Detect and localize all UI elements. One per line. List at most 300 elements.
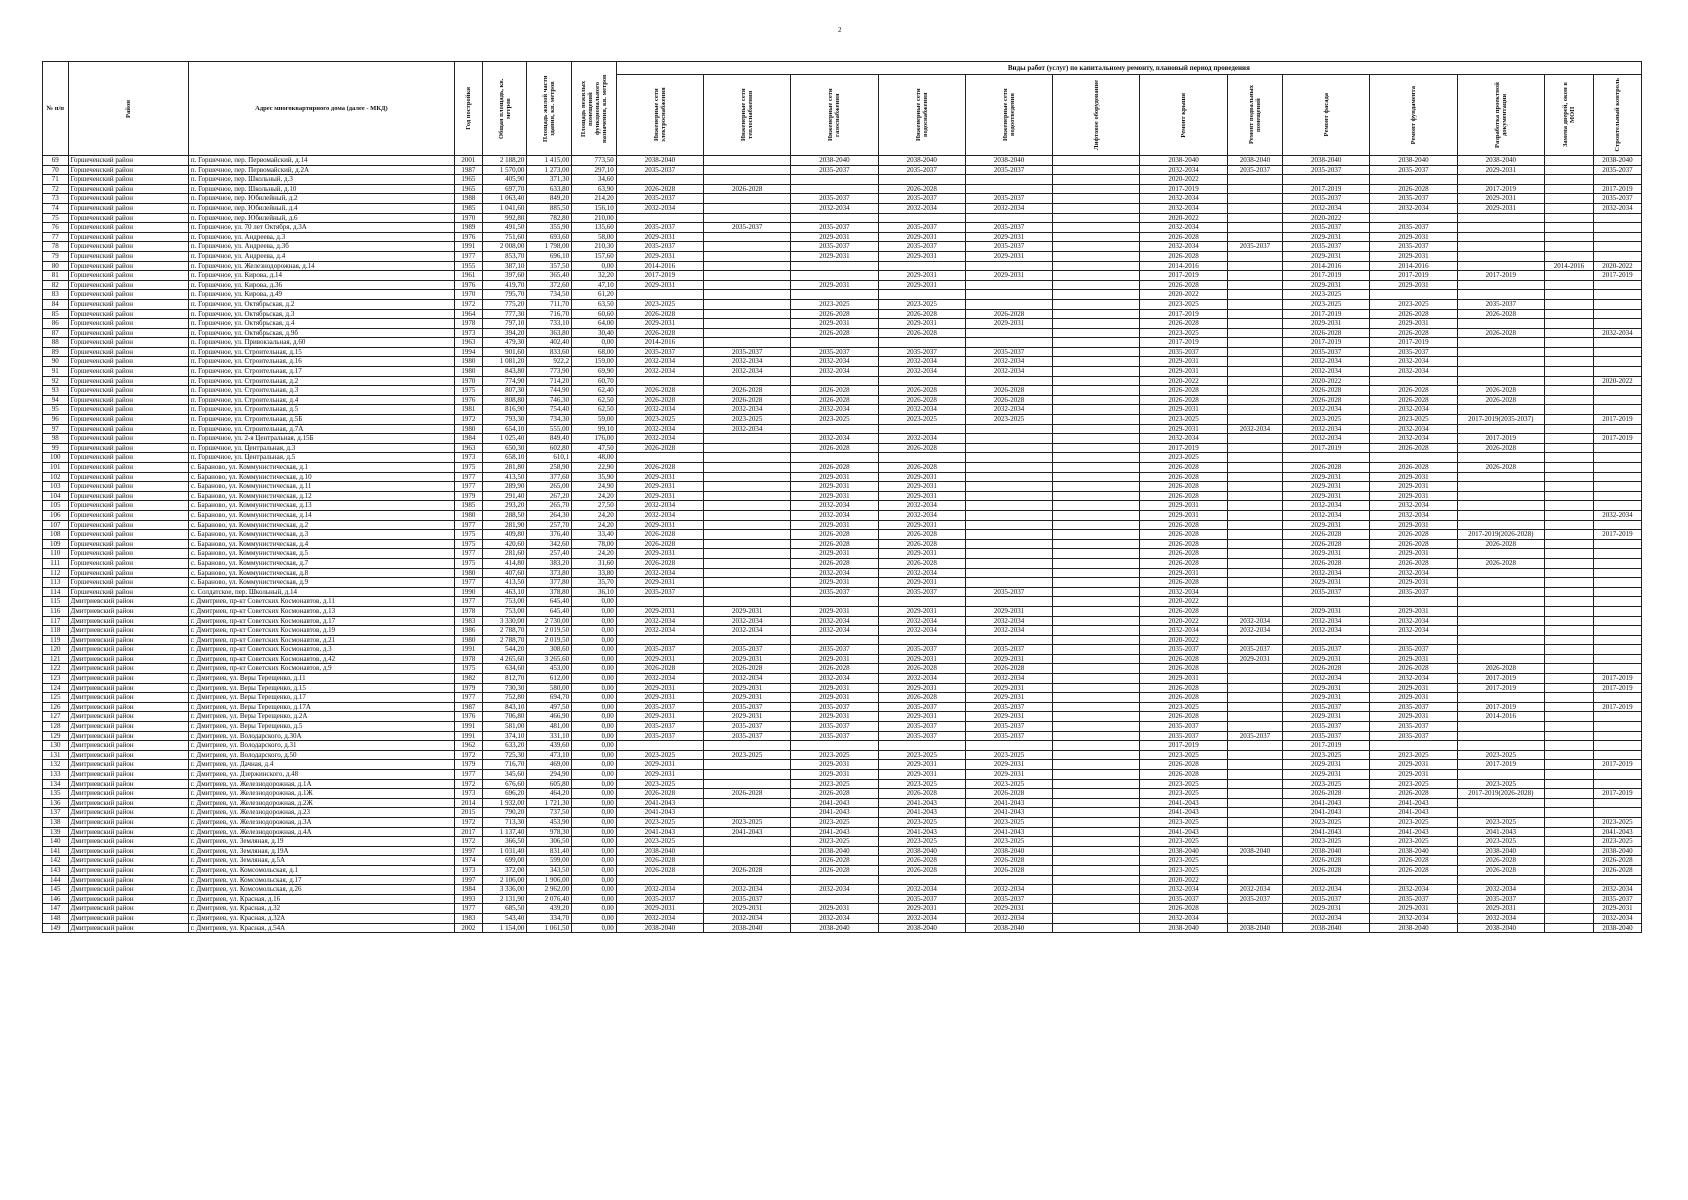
cell-work-gas: 2026-2028 [791,530,878,540]
cell-total-area: 696,20 [482,789,527,799]
cell-work-sewer: 2032-2034 [965,616,1052,626]
cell-work-design [1457,319,1544,329]
cell-work-control: 2017-2019 [1593,434,1641,444]
cell-work-gas: 2029-2031 [791,280,878,290]
table-row [43,750,1642,760]
cell-work-elevator [1053,338,1140,348]
cell-work-sewer [965,434,1052,444]
cell-work-heat: 2032-2034 [704,885,791,895]
cell-work-roof: 2032-2034 [1140,165,1227,175]
cell-work-facade: 2035-2037 [1283,702,1370,712]
cell-total-area: 654,10 [482,424,527,434]
cell-num: 83 [43,290,69,300]
cell-work-control: 2032-2034 [1593,510,1641,520]
cell-work-heat: 2032-2034 [704,367,791,377]
cell-work-basement: 2035-2037 [1227,645,1282,655]
cell-work-basement: 2029-2031 [1227,654,1282,664]
cell-work-control [1593,395,1641,405]
cell-living-area: 377,60 [527,472,572,482]
cell-work-gas: 2029-2031 [791,232,878,242]
cell-work-gas: 2023-2025 [791,779,878,789]
cell-work-foundation: 2035-2037 [1370,223,1457,233]
table-row [43,520,1642,530]
cell-work-roof: 2035-2037 [1140,731,1227,741]
cell-work-design: 2017-2019(2026-2028) [1457,789,1544,799]
cell-work-roof: 2029-2031 [1140,424,1227,434]
cell-work-gas: 2035-2037 [791,645,878,655]
cell-num: 129 [43,731,69,741]
cell-work-gas: 2029-2031 [791,904,878,914]
cell-year: 1980 [454,635,482,645]
cell-work-sewer: 2035-2037 [965,194,1052,204]
cell-work-roof: 2032-2034 [1140,626,1227,636]
cell-district: Горшеченский район [68,223,188,233]
cell-year: 1963 [454,443,482,453]
cell-work-electric: 2029-2031 [616,549,703,559]
cell-year: 1977 [454,520,482,530]
cell-district: Дмитриевский район [68,664,188,674]
cell-district: Горшеченский район [68,424,188,434]
cell-work-heat [704,443,791,453]
cell-work-basement [1227,386,1282,396]
cell-living-area: 2 962,00 [527,885,572,895]
cell-work-control [1593,491,1641,501]
cell-work-foundation: 2035-2037 [1370,347,1457,357]
cell-living-area: 645,40 [527,606,572,616]
cell-work-electric: 2029-2031 [616,319,703,329]
cell-nonres-area: 0,00 [572,635,617,645]
cell-work-basement [1227,683,1282,693]
cell-work-design [1457,770,1544,780]
cell-nonres-area: 35,70 [572,578,617,588]
cell-year: 1989 [454,223,482,233]
cell-work-control: 2017-2019 [1593,184,1641,194]
cell-address: п. Горшечное, пер. Школьный, д.3 [188,175,454,185]
cell-work-elevator [1053,510,1140,520]
cell-work-water: 2032-2034 [878,616,965,626]
cell-work-sewer [965,213,1052,223]
cell-work-doors [1544,568,1593,578]
cell-total-area: 2 131,90 [482,894,527,904]
cell-work-doors [1544,463,1593,473]
cell-work-basement: 2032-2034 [1227,626,1282,636]
cell-work-foundation [1370,213,1457,223]
cell-work-gas: 2032-2034 [791,568,878,578]
cell-num: 109 [43,539,69,549]
cell-work-sewer: 2029-2031 [965,251,1052,261]
table-row [43,367,1642,377]
cell-work-basement: 2038-2040 [1227,156,1282,166]
cell-work-doors [1544,271,1593,281]
cell-district: Горшеченский район [68,376,188,386]
cell-work-design: 2017-2019 [1457,271,1544,281]
cell-work-control [1593,251,1641,261]
cell-work-doors [1544,626,1593,636]
cell-work-foundation: 2029-2031 [1370,654,1457,664]
cell-work-gas: 2029-2031 [791,520,878,530]
table-row [43,299,1642,309]
cell-year: 1973 [454,789,482,799]
cell-work-electric: 2023-2025 [616,817,703,827]
cell-work-design: 2041-2043 [1457,827,1544,837]
cell-work-gas: 2035-2037 [791,242,878,252]
cell-work-electric: 2029-2031 [616,904,703,914]
cell-work-design [1457,213,1544,223]
cell-work-roof: 2017-2019 [1140,184,1227,194]
cell-address: г. Дмитриев, ул. Красная, д.16 [188,894,454,904]
cell-work-sewer: 2023-2025 [965,415,1052,425]
cell-district: Дмитриевский район [68,606,188,616]
cell-work-water: 2029-2031 [878,232,965,242]
cell-total-area: 394,20 [482,328,527,338]
cell-year: 1978 [454,319,482,329]
cell-total-area: 1 570,00 [482,165,527,175]
cell-work-basement [1227,865,1282,875]
cell-work-gas: 2029-2031 [791,712,878,722]
cell-work-electric: 2032-2034 [616,885,703,895]
cell-living-area: 831,40 [527,846,572,856]
cell-year: 1993 [454,894,482,904]
table-row [43,232,1642,242]
cell-district: Дмитриевский район [68,779,188,789]
cell-work-elevator [1053,702,1140,712]
cell-address: п. Горшечное, ул. Центральная, д.5 [188,453,454,463]
cell-work-sewer: 2035-2037 [965,587,1052,597]
cell-work-control [1593,299,1641,309]
cell-work-design [1457,242,1544,252]
cell-year: 1973 [454,453,482,463]
cell-work-gas [791,338,878,348]
cell-work-gas [791,635,878,645]
cell-work-doors [1544,357,1593,367]
cell-work-facade: 2017-2019 [1283,271,1370,281]
cell-nonres-area: 0,00 [572,904,617,914]
cell-work-foundation: 2035-2037 [1370,645,1457,655]
cell-work-control [1593,587,1641,597]
cell-num: 104 [43,491,69,501]
cell-year: 1976 [454,280,482,290]
cell-work-roof: 2023-2025 [1140,299,1227,309]
cell-work-water: 2035-2037 [878,242,965,252]
cell-work-design [1457,280,1544,290]
cell-work-roof: 2023-2025 [1140,856,1227,866]
cell-work-gas: 2026-2028 [791,856,878,866]
cell-work-roof: 2026-2028 [1140,693,1227,703]
cell-work-facade: 2035-2037 [1283,731,1370,741]
cell-work-control: 2041-2043 [1593,827,1641,837]
cell-work-doors [1544,491,1593,501]
cell-work-roof: 2026-2028 [1140,539,1227,549]
table-row [43,635,1642,645]
cell-work-water: 2023-2025 [878,415,965,425]
cell-work-electric: 2032-2034 [616,203,703,213]
cell-work-basement [1227,328,1282,338]
cell-living-area: 922,2 [527,357,572,367]
cell-work-heat: 2026-2028 [704,184,791,194]
cell-num: 127 [43,712,69,722]
cell-total-area: 419,70 [482,280,527,290]
cell-work-facade: 2026-2028 [1283,395,1370,405]
cell-year: 1978 [454,606,482,616]
cell-living-area: 257,40 [527,549,572,559]
cell-year: 1977 [454,251,482,261]
cell-work-water [878,376,965,386]
cell-year: 1964 [454,309,482,319]
cell-total-area: 716,70 [482,760,527,770]
cell-district: Горшеченский район [68,357,188,367]
cell-work-gas: 2035-2037 [791,722,878,732]
header-year: Год постройки [454,62,482,156]
cell-work-water: 2023-2025 [878,779,965,789]
cell-total-area: 790,20 [482,808,527,818]
cell-work-heat [704,290,791,300]
cell-work-gas: 2029-2031 [791,578,878,588]
cell-work-basement [1227,443,1282,453]
cell-work-sewer: 2041-2043 [965,798,1052,808]
cell-nonres-area: 0,00 [572,654,617,664]
cell-work-elevator [1053,885,1140,895]
cell-work-gas: 2029-2031 [791,472,878,482]
cell-work-electric: 2023-2025 [616,415,703,425]
cell-work-facade: 2032-2034 [1283,568,1370,578]
cell-nonres-area: 0,00 [572,856,617,866]
cell-work-elevator [1053,549,1140,559]
cell-work-foundation: 2029-2031 [1370,606,1457,616]
cell-district: Дмитриевский район [68,885,188,895]
cell-work-electric: 2014-2016 [616,261,703,271]
cell-work-sewer: 2029-2031 [965,693,1052,703]
cell-work-foundation: 2026-2028 [1370,386,1457,396]
cell-work-gas: 2029-2031 [791,770,878,780]
cell-work-heat: 2032-2034 [704,405,791,415]
cell-work-doors [1544,894,1593,904]
cell-work-roof: 2038-2040 [1140,846,1227,856]
cell-living-area: 849,40 [527,434,572,444]
cell-work-basement: 2038-2040 [1227,923,1282,933]
cell-work-heat [704,434,791,444]
cell-work-roof: 2023-2025 [1140,328,1227,338]
cell-year: 1982 [454,674,482,684]
capital-repair-table-container [42,61,1642,933]
cell-living-area: 737,50 [527,808,572,818]
cell-work-elevator [1053,395,1140,405]
table-row [43,491,1642,501]
cell-work-heat [704,328,791,338]
cell-year: 1987 [454,165,482,175]
cell-work-doors [1544,597,1593,607]
cell-work-control [1593,875,1641,885]
cell-work-water: 2029-2031 [878,760,965,770]
cell-address: г. Дмитриев, ул. Железнодорожная, д.1А [188,779,454,789]
cell-total-area: 634,60 [482,664,527,674]
cell-work-control: 2017-2019 [1593,702,1641,712]
cell-num: 108 [43,530,69,540]
table-row [43,175,1642,185]
cell-work-electric: 2029-2031 [616,654,703,664]
cell-work-roof: 2029-2031 [1140,510,1227,520]
cell-district: Горшеченский район [68,443,188,453]
cell-total-area: 2 788,70 [482,635,527,645]
cell-year: 1972 [454,750,482,760]
cell-work-facade: 2029-2031 [1283,549,1370,559]
cell-district: Горшеченский район [68,347,188,357]
cell-total-area: 753,00 [482,597,527,607]
cell-district: Дмитриевский район [68,722,188,732]
cell-work-doors [1544,184,1593,194]
cell-work-elevator [1053,798,1140,808]
header-address: Адрес многоквартирного дома (далее - МКД) [188,62,454,156]
cell-work-gas: 2026-2028 [791,789,878,799]
cell-work-sewer: 2026-2028 [965,386,1052,396]
cell-year: 1975 [454,664,482,674]
table-row [43,434,1642,444]
cell-nonres-area: 0,00 [572,817,617,827]
cell-work-electric: 2038-2040 [616,923,703,933]
cell-work-control: 2032-2034 [1593,885,1641,895]
header-work-sewer: Инженерные сети водоотведения [965,75,1052,156]
cell-work-sewer [965,635,1052,645]
cell-work-heat [704,319,791,329]
cell-work-gas: 2029-2031 [791,683,878,693]
cell-address: с. Бараново, ул. Коммунистическая, д.8 [188,568,454,578]
cell-num: 125 [43,693,69,703]
cell-work-water: 2032-2034 [878,203,965,213]
cell-work-heat: 2029-2031 [704,712,791,722]
cell-work-doors [1544,789,1593,799]
cell-nonres-area: 0,00 [572,606,617,616]
cell-work-water: 2029-2031 [878,654,965,664]
cell-work-roof: 2020-2022 [1140,213,1227,223]
cell-work-facade: 2029-2031 [1283,472,1370,482]
cell-work-design [1457,251,1544,261]
cell-work-gas: 2035-2037 [791,347,878,357]
table-row [43,712,1642,722]
cell-year: 1977 [454,578,482,588]
cell-work-design: 2026-2028 [1457,865,1544,875]
cell-work-water: 2029-2031 [878,683,965,693]
cell-nonres-area: 68,00 [572,347,617,357]
cell-work-roof: 2023-2025 [1140,415,1227,425]
cell-num: 103 [43,482,69,492]
cell-work-electric: 2026-2028 [616,386,703,396]
cell-work-gas: 2029-2031 [791,491,878,501]
cell-nonres-area: 0,00 [572,770,617,780]
cell-work-gas: 2032-2034 [791,501,878,511]
cell-work-elevator [1053,261,1140,271]
cell-work-water: 2026-2028 [878,184,965,194]
cell-total-area: 372,00 [482,865,527,875]
cell-year: 1985 [454,203,482,213]
cell-address: г. Дмитриев, пр-кт Советских Космонавтов, д.19 [188,626,454,636]
cell-work-doors [1544,520,1593,530]
cell-year: 1977 [454,549,482,559]
cell-num: 81 [43,271,69,281]
cell-living-area: 363,80 [527,328,572,338]
header-works-title: Виды работ (услуг) по капитальному ремонту, плановый период проведения [616,62,1641,75]
cell-address: г. Дмитриев, ул. Земляная, д.19 [188,837,454,847]
cell-living-area: 2 076,40 [527,894,572,904]
cell-work-control: 2017-2019 [1593,683,1641,693]
cell-work-heat: 2023-2025 [704,750,791,760]
cell-work-basement [1227,808,1282,818]
cell-total-area: 1 031,40 [482,846,527,856]
cell-living-area: 734,50 [527,290,572,300]
cell-work-facade: 2026-2028 [1283,664,1370,674]
cell-year: 2001 [454,156,482,166]
cell-work-gas: 2032-2034 [791,367,878,377]
cell-work-electric: 2029-2031 [616,232,703,242]
cell-work-control: 2029-2031 [1593,904,1641,914]
cell-work-heat [704,453,791,463]
cell-nonres-area: 773,50 [572,156,617,166]
cell-work-roof: 2023-2025 [1140,817,1227,827]
cell-work-roof: 2020-2022 [1140,616,1227,626]
cell-num: 145 [43,885,69,895]
cell-address: с. Бараново, ул. Коммунистическая, д.4 [188,539,454,549]
cell-work-foundation: 2029-2031 [1370,712,1457,722]
cell-work-sewer: 2032-2034 [965,885,1052,895]
cell-district: Дмитриевский район [68,693,188,703]
cell-work-doors [1544,923,1593,933]
cell-work-sewer: 2026-2028 [965,856,1052,866]
cell-living-area: 355,90 [527,223,572,233]
cell-work-design: 2023-2025 [1457,779,1544,789]
cell-work-basement [1227,578,1282,588]
cell-work-sewer: 2026-2028 [965,395,1052,405]
cell-work-gas: 2023-2025 [791,750,878,760]
cell-work-control [1593,223,1641,233]
cell-work-control [1593,453,1641,463]
table-row [43,501,1642,511]
cell-district: Горшеченский район [68,434,188,444]
cell-work-heat [704,251,791,261]
cell-work-design: 2029-2031 [1457,203,1544,213]
cell-nonres-area: 0,00 [572,597,617,607]
cell-work-doors [1544,165,1593,175]
table-row [43,693,1642,703]
cell-work-facade: 2035-2037 [1283,587,1370,597]
cell-work-basement [1227,770,1282,780]
cell-work-gas: 2035-2037 [791,223,878,233]
cell-work-gas: 2026-2028 [791,443,878,453]
cell-work-doors [1544,693,1593,703]
cell-address: п. Горшечное, пер. Юбилейный, д.2 [188,194,454,204]
cell-work-design [1457,290,1544,300]
cell-work-heat: 2035-2037 [704,731,791,741]
cell-address: п. Горшечное, ул. Андреева, д.4 [188,251,454,261]
cell-work-foundation: 2029-2031 [1370,578,1457,588]
table-row [43,578,1642,588]
cell-work-gas [791,376,878,386]
cell-work-facade: 2029-2031 [1283,520,1370,530]
cell-nonres-area: 59,00 [572,415,617,425]
cell-work-facade: 2041-2043 [1283,798,1370,808]
cell-total-area: 1 932,00 [482,798,527,808]
cell-work-doors [1544,443,1593,453]
cell-address: п. Горшечное, ул. Привокзальная, д.60 [188,338,454,348]
cell-work-foundation: 2017-2019 [1370,338,1457,348]
header-work-roof: Ремонт крыши [1140,75,1227,156]
cell-work-basement: 2035-2037 [1227,242,1282,252]
cell-work-sewer [965,539,1052,549]
cell-year: 1974 [454,856,482,866]
cell-num: 73 [43,194,69,204]
cell-work-elevator [1053,674,1140,684]
cell-work-basement [1227,299,1282,309]
cell-work-elevator [1053,875,1140,885]
cell-work-sewer: 2032-2034 [965,913,1052,923]
cell-work-facade: 2032-2034 [1283,424,1370,434]
